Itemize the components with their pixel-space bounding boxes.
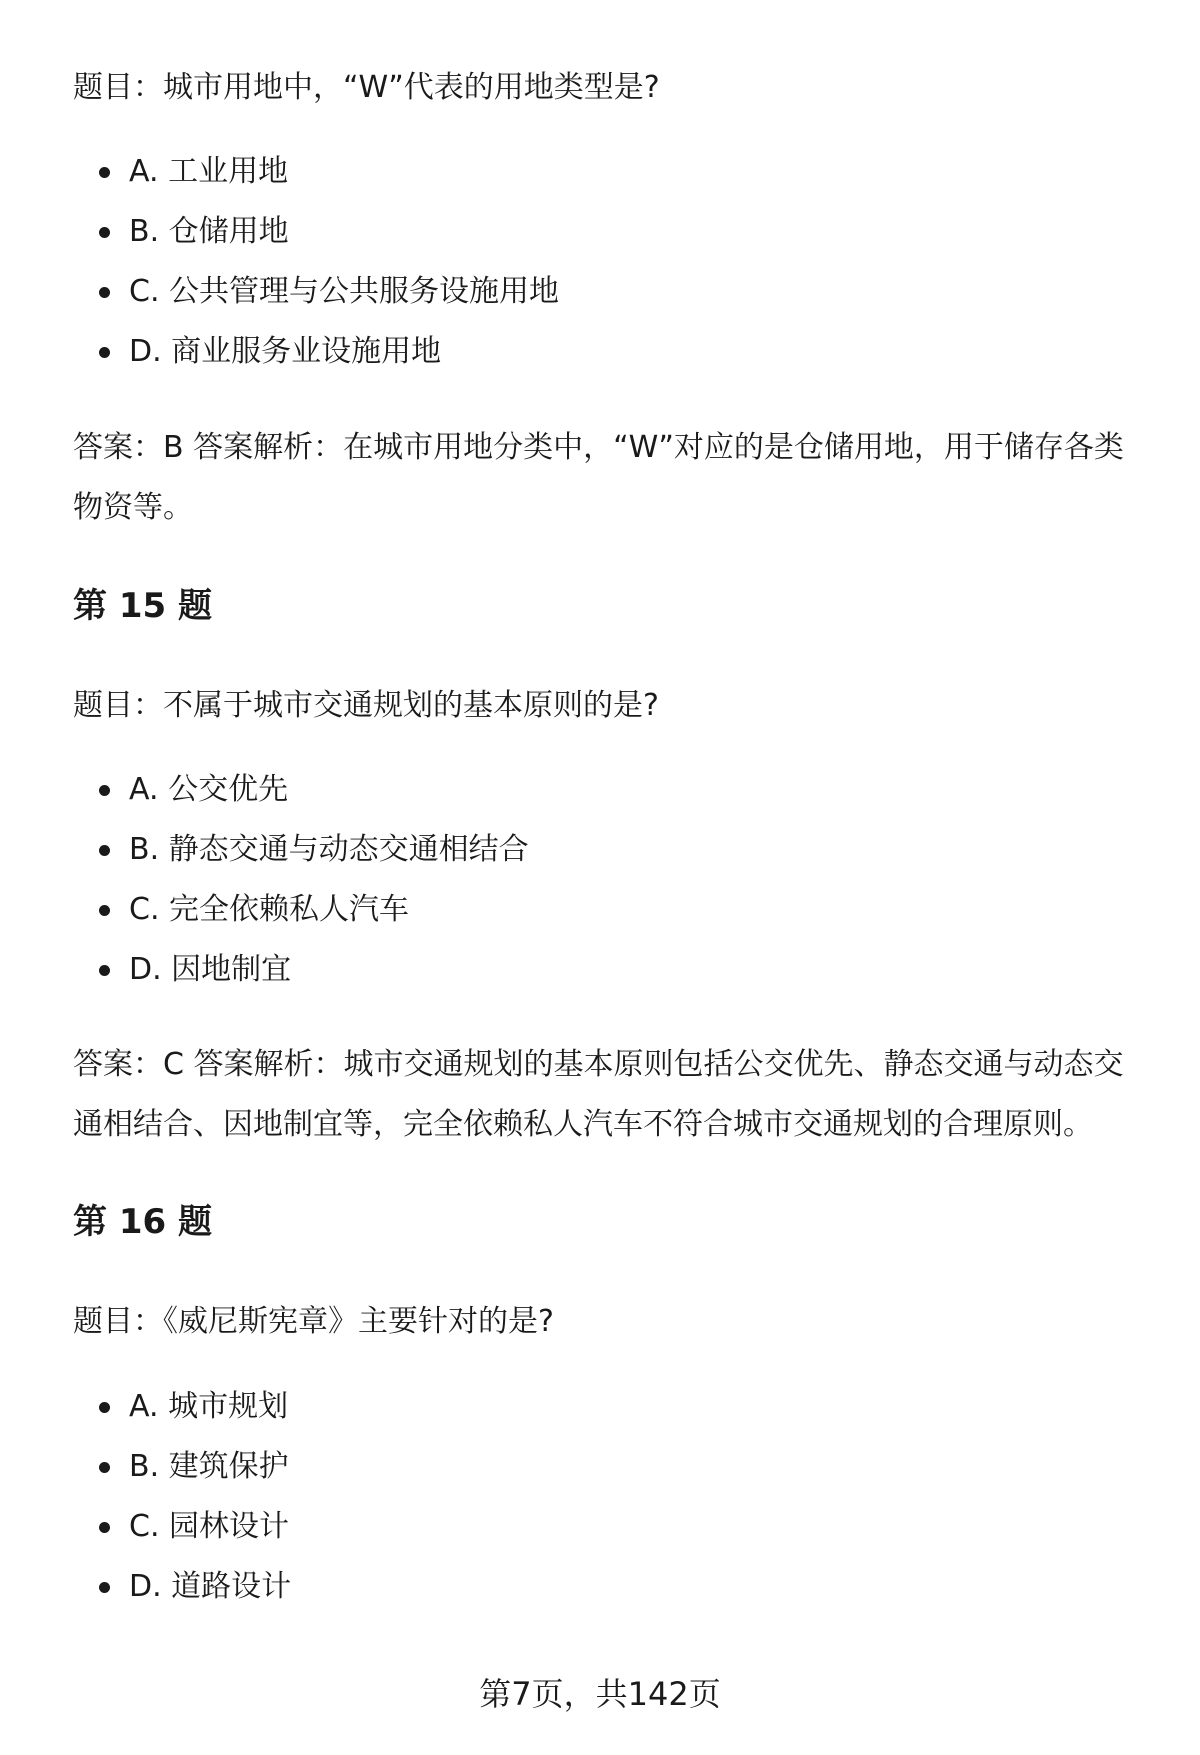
option-item: C. 完全依赖私人汽车: [73, 890, 529, 950]
option-list: [73, 152, 559, 392]
option-list: [73, 1387, 291, 1627]
option-item: C. 公共管理与公共服务设施用地: [73, 272, 559, 332]
bullet-icon: [99, 167, 110, 178]
bullet-icon: [99, 1402, 110, 1413]
page-number-footer: 第7页，共142页: [479, 1675, 721, 1713]
bullet-icon: [99, 1462, 110, 1473]
option-item: A. 城市规划: [73, 1387, 291, 1447]
option-item: A. 工业用地: [73, 152, 559, 212]
bullet-icon: [99, 287, 110, 298]
question-heading: 第 16 题: [73, 1202, 212, 1242]
bullet-icon: [99, 1582, 110, 1593]
option-item: D. 因地制宜: [73, 950, 529, 1010]
option-item: C. 园林设计: [73, 1507, 291, 1567]
answer-explanation: 答案：B 答案解析：在城市用地分类中，“W”对应的是仓储用地，用于储存各类物资等。: [73, 430, 1124, 525]
option-item: A. 公交优先: [73, 770, 529, 830]
bullet-icon: [99, 227, 110, 238]
question-heading: 第 15 题: [73, 586, 212, 626]
option-list: [73, 770, 529, 1010]
answer-explanation: 答案：C 答案解析：城市交通规划的基本原则包括公交优先、静态交通与动态交通相结合、因地制宜等，完全依赖私人汽车不符合城市交通规划的合理原则。: [73, 1047, 1124, 1142]
option-item: B. 静态交通与动态交通相结合: [73, 830, 529, 890]
option-item: B. 仓储用地: [73, 212, 559, 272]
option-item: D. 商业服务业设施用地: [73, 332, 559, 392]
bullet-icon: [99, 845, 110, 856]
question-prompt: 题目：《威尼斯宪章》主要针对的是?: [73, 1304, 554, 1339]
question-prompt: 题目：不属于城市交通规划的基本原则的是?: [73, 688, 659, 723]
option-item: B. 建筑保护: [73, 1447, 291, 1507]
question-prompt: 题目：城市用地中，“W”代表的用地类型是?: [73, 70, 660, 105]
bullet-icon: [99, 347, 110, 358]
bullet-icon: [99, 965, 110, 976]
bullet-icon: [99, 1522, 110, 1533]
option-item: D. 道路设计: [73, 1567, 291, 1627]
bullet-icon: [99, 785, 110, 796]
bullet-icon: [99, 905, 110, 916]
